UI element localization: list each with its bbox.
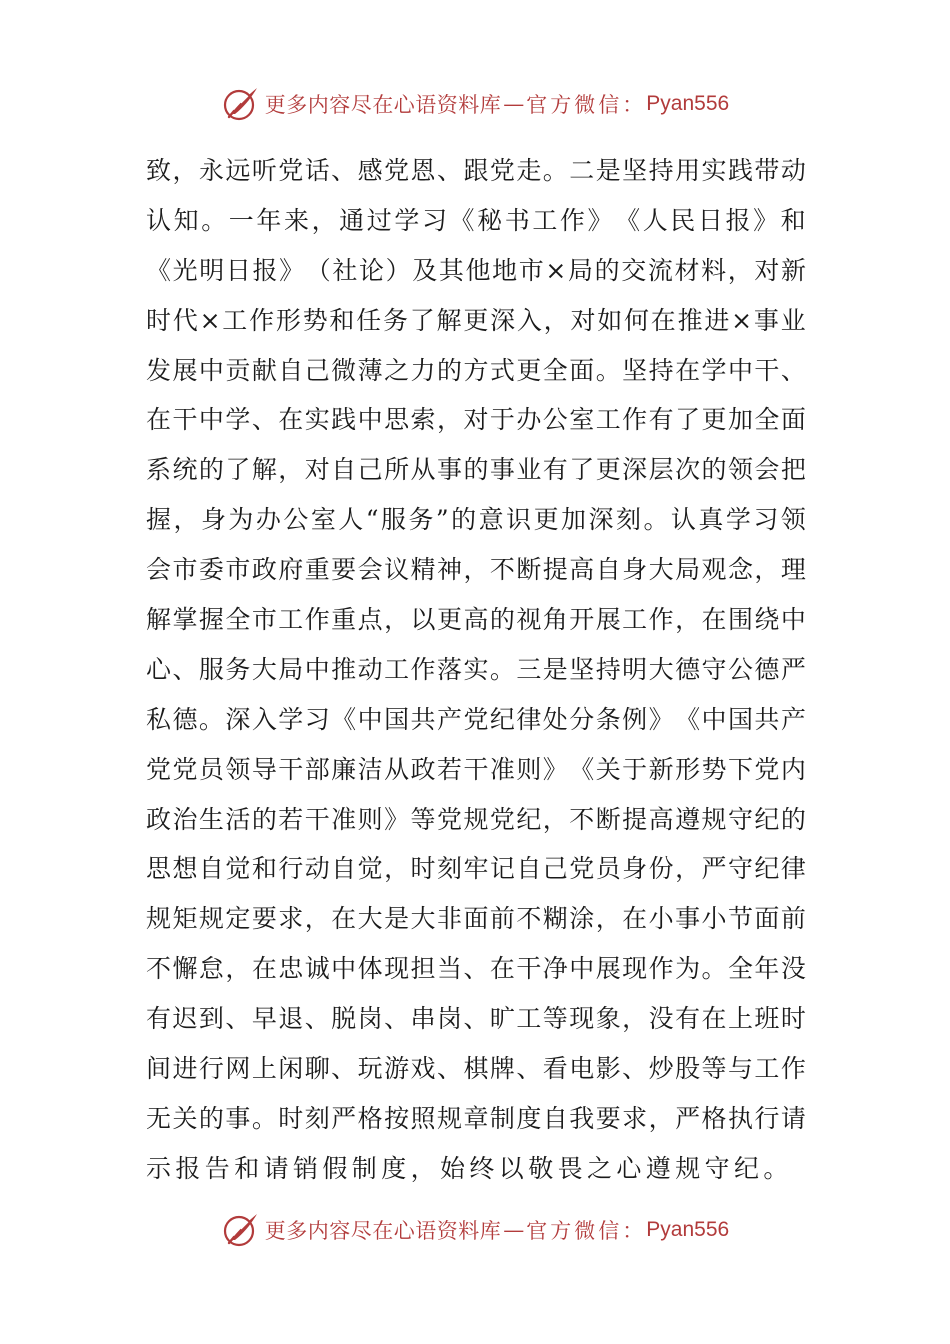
- text-line: 《 光 明 日 报 》 （ 社 论 ） 及 其 他 地 市 × 局 的 交 流 材 料 ， 对 新: [146, 255, 806, 285]
- text-line: 握 ， 身 为 办 公 室 人 “ 服 务 ” 的 意 识 更 加 深 刻 。 认 真 学 习 领: [146, 505, 806, 535]
- text-line: 党 党 员 领 导 干 部 廉 洁 从 政 若 干 准 则 》 《 关 于 新 形 势 下 党 内: [146, 754, 806, 784]
- text-line: 示报告和请销假制度，始终以敬畏之心遵规守纪。: [146, 1153, 793, 1183]
- text-line: 在 干 中 学 、 在 实 践 中 思 索 ， 对 于 办 公 室 工 作 有 了 更 加 全 面: [146, 405, 806, 435]
- banner-text: 更多内容尽在心语资料库: [264, 1219, 502, 1243]
- text-line: 规 矩 规 定 要 求 ， 在 大 是 大 非 面 前 不 糊 涂 ， 在 小 事 小 节 面 前: [146, 904, 806, 934]
- text-line: 政 治 生 活 的 若 干 准 则 》 等 党 规 党 纪 ， 不 断 提 高 遵 规 守 纪 的: [146, 804, 806, 834]
- header-banner: [0, 82, 950, 126]
- text-line: 系 统 的 了 解 ， 对 自 己 所 从 事 的 事 业 有 了 更 深 层 次 的 领 会 把: [146, 455, 806, 485]
- text-line: 解 掌 握 全 市 工 作 重 点 ， 以 更 高 的 视 角 开 展 工 作 ， 在 围 绕 中: [146, 605, 806, 635]
- text-line: 认 知 。 一 年 来 ， 通 过 学 习 《 秘 书 工 作 》 《 人 民 日 报 》 和: [146, 205, 806, 235]
- banner-wechat-label: 官方微信：: [526, 1219, 647, 1243]
- quill-pen-icon: [221, 1210, 261, 1250]
- banner-wechat-id: Pyan556: [646, 92, 730, 115]
- text-line: 心 、 服 务 大 局 中 推 动 工 作 落 实 。 三 是 坚 持 明 大 德 守 公 德 严: [146, 654, 806, 684]
- text-line: 不 懈 怠 ， 在 忠 诚 中 体 现 担 当 、 在 干 净 中 展 现 作 为 。 全 年 没: [146, 954, 806, 984]
- banner-separator: —: [503, 1218, 525, 1242]
- text-line: 私 德 。 深 入 学 习 《 中 国 共 产 党 纪 律 处 分 条 例 》 《 中 国 共 产: [146, 704, 806, 734]
- banner-wechat-label: 官方微信：: [526, 93, 647, 117]
- banner-text: 更多内容尽在心语资料库: [264, 93, 502, 117]
- text-line: 有 迟 到 、 早 退 、 脱 岗 、 串 岗 、 旷 工 等 现 象 ， 没 有 在 上 班 时: [146, 1004, 806, 1034]
- text-line: 时 代 × 工 作 形 势 和 任 务 了 解 更 深 入 ， 对 如 何 在 推 进 × 事 业: [146, 305, 806, 335]
- banner-separator: —: [503, 92, 525, 116]
- quill-pen-icon: [221, 84, 261, 124]
- text-line: 无 关 的 事 。 时 刻 严 格 按 照 规 章 制 度 自 我 要 求 ， 严 格 执 行 请: [146, 1103, 806, 1133]
- banner-wechat-id: Pyan556: [646, 1218, 730, 1241]
- text-line: 发 展 中 贡 献 自 己 微 薄 之 力 的 方 式 更 全 面 。 坚 持 在 学 中 干 、: [146, 355, 806, 385]
- text-line: 致 ， 永 远 听 党 话 、 感 党 恩 、 跟 党 走 。 二 是 坚 持 用 实 践 带 动: [146, 156, 806, 185]
- text-line: 会 市 委 市 政 府 重 要 会 议 精 神 ， 不 断 提 高 自 身 大 局 观 念 ， 理: [146, 555, 806, 585]
- text-line: 间 进 行 网 上 闲 聊 、 玩 游 戏 、 棋 牌 、 看 电 影 、 炒 股 等 与 工 作: [146, 1054, 806, 1084]
- footer-banner: [0, 1208, 950, 1252]
- document-body: [146, 146, 806, 1194]
- text-line: 思 想 自 觉 和 行 动 自 觉 ， 时 刻 牢 记 自 己 党 员 身 份 ， 严 守 纪 律: [146, 854, 806, 884]
